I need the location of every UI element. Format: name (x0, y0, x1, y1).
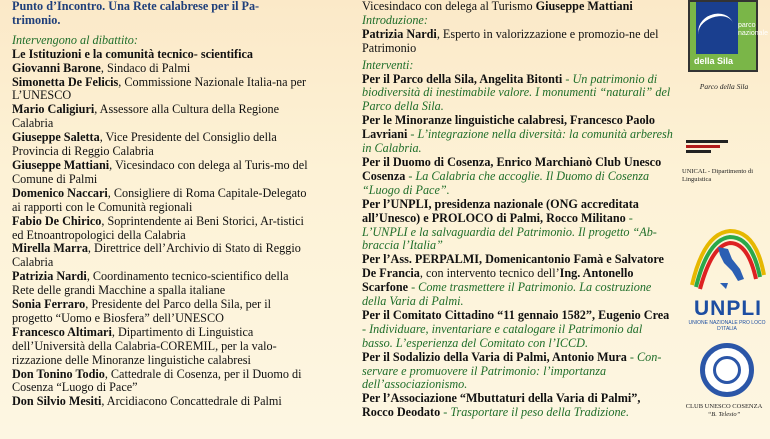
unesco-caption-sub: “B. Telesio” (707, 410, 741, 418)
intervento-item (362, 114, 674, 156)
intervento-speaker: Per il Duomo di Cosenza, Enrico Marchianò Club Unesco Cosenza (362, 154, 662, 183)
middle-column (362, 0, 674, 439)
unesco-fine-print (678, 418, 770, 423)
participant-role: , Direttrice dell’Archivio di Stato di Reggio Calabria (12, 241, 301, 270)
unical-logo (686, 140, 728, 162)
participant-role: , Soprintendente ai Beni Storici, Ar-tistici ed Etnoantropologici della Calabria (12, 213, 304, 242)
participant-entry (12, 159, 312, 187)
participant-entry (12, 48, 312, 62)
participant-role: , Vicesindaco con delega al Turis-mo del Comune di Palmi (12, 157, 308, 186)
intro-name: Patrizia Nardi (362, 26, 437, 41)
participant-entry (12, 215, 312, 243)
intervento-topic: - La Calabria che accoglie. Il Duomo di Cosenza “Luogo di Pace”. (362, 168, 650, 197)
participant-name: Giovanni Barone (12, 60, 101, 75)
club-unesco-logo (700, 343, 754, 397)
intervento-item (362, 73, 674, 115)
interventions-label: Intervengono al dibattito: (12, 32, 138, 47)
heading-line-2: trimonio. (12, 12, 61, 27)
participant-name: Domenico Naccari (12, 185, 108, 200)
participant-name: Mirella Marra (12, 241, 88, 256)
intervento-item (362, 351, 674, 393)
unpli-wordmark: UNPLI (694, 297, 762, 320)
top-line-prefix: Vicesindaco con delega al Turismo (362, 0, 536, 13)
intro-entry (362, 28, 674, 56)
intervento-item (362, 253, 674, 309)
participant-name: Giuseppe Saletta (12, 130, 100, 145)
participant-name: Sonia Ferraro (12, 297, 86, 312)
participant-name: Fabio De Chirico (12, 213, 102, 228)
intervento-topic: - L’integrazione nella diversità: la comunità arberesh in Calabria. (362, 127, 673, 156)
intervento-speaker: Per le Minoranze linguistiche calabresi, Francesco Paolo Lavriani (362, 113, 656, 142)
participant-entry (12, 131, 312, 159)
parco-caption: Parco della Sila (699, 82, 749, 91)
intervento-topic: - L’UNPLI e la salvaguardia del Patrimonio. Il progetto “Ab-braccia l’Italia” (362, 210, 657, 253)
unesco-inner-ring-icon (713, 356, 741, 384)
participant-entry (12, 242, 312, 270)
participant-role: , Vice Presidente del Consiglio della Provincia di Reggio Calabria (12, 130, 277, 159)
left-entries-list (12, 48, 312, 410)
heading-line-1: Punto d’Incontro. Una Rete calabrese per il Pa- (12, 0, 260, 13)
intro-label: Introduzione: (362, 12, 428, 27)
participant-name: Le Istituzioni e la comunità tecnico- scientifica (12, 46, 254, 61)
top-line-name: Giuseppe Mattiani (535, 0, 633, 13)
participant-entry (12, 326, 312, 368)
interventi-label: Interventi: (362, 57, 414, 72)
logos-column (678, 0, 770, 439)
left-column (12, 0, 312, 439)
intervento-speaker-2: Ing. Antonello Scarfone (362, 266, 634, 295)
participant-name: Francesco Altimari (12, 324, 112, 339)
intervento-item (362, 156, 674, 198)
participant-entry (12, 395, 312, 409)
italy-map-icon (684, 225, 770, 297)
intervento-topic: - Un patrimonio di biodiversità di inestimabile valore. I monumenti “naturali” del Parco della Sila. (362, 71, 671, 114)
participant-role: , Arcidiacono Concattedrale di Palmi (101, 394, 282, 409)
participant-name: Giuseppe Mattiani (12, 157, 110, 172)
intervento-speaker: Per l’Ass. PERPALMI, Domenicantonio Famà e Salvatore De Francia (362, 252, 664, 281)
unesco-caption (678, 403, 770, 423)
participant-name: Simonetta De Felicis (12, 74, 119, 89)
participant-role: , Consigliere di Roma Capitale-Delegato ai rapporti con le Comunità regionali (12, 185, 307, 214)
intervento-item (362, 309, 674, 351)
participant-role: , Sindaco di Palmi (100, 60, 191, 75)
unpli-logo (684, 225, 770, 330)
intervento-speaker: Per l’UNPLI, presidenza nazionale (ONG accreditata all’Unesco) e PROLOCO di Palmi, Rocco Militano (362, 196, 639, 225)
participant-entry (12, 187, 312, 215)
parco-logo-text-2: della Sila (694, 56, 734, 66)
unpli-subtitle: UNIONE NAZIONALE PRO LOCO D’ITALIA (688, 320, 766, 332)
participant-entry (12, 270, 312, 298)
participant-role: , Assessore alla Cultura della Regione Calabria (12, 102, 280, 131)
intervento-speaker: Per l’Associazione “Mbuttaturi della Varia di Palmi”, Rocco Deodato (362, 391, 641, 420)
intervento-item (362, 392, 674, 420)
intervento-topic: - Con-servare e promuovere il Patrimonio: l’importanza dell’associazionismo. (362, 349, 662, 392)
intervento-connector: , con intervento tecnico dell’ (419, 266, 560, 281)
participant-entry (12, 103, 312, 131)
interventi-list (362, 73, 674, 421)
intervento-speaker: Per il Sodalizio della Varia di Palmi, Antonio Mura (362, 349, 627, 364)
participant-role: , Dipartimento di Linguistica dell’Università della Calabria-COREMIL, per la valo-rizzazione delle Minoranze linguistiche calabresi (12, 324, 277, 367)
intervento-speaker: Per il Parco della Sila, Angelita Bitonti (362, 71, 563, 86)
participant-role: , Presidente del Parco della Sila, per il progetto “Uomo e Biosfera” dell’UNESCO (12, 297, 272, 325)
participant-role: , Cattedrale di Cosenza, per il Duomo di Cosenza “Luogo di Pace” (12, 366, 302, 395)
intervento-topic: - Come trasmettere il Patrimonio. La costruzione della Varia di Palmi. (362, 280, 652, 309)
participant-role: , Commissione Nazionale Italia-na per L’UNESCO (12, 74, 307, 103)
participant-name: Patrizia Nardi (12, 269, 87, 284)
intro-text: , Esperto in valorizzazione e promozio-ne del Patrimonio (362, 26, 659, 55)
participant-entry (12, 62, 312, 76)
intervento-item (362, 198, 674, 254)
participant-name: Don Tonino Todio (12, 366, 105, 381)
intervento-speaker: Per il Comitato Cittadino “11 gennaio 1582”, Eugenio Crea (362, 307, 670, 322)
participant-entry (12, 298, 312, 326)
top-line (362, 0, 674, 14)
parco-sila-logo (688, 0, 768, 72)
unical-caption: UNICAL - Dipartimento di Linguistica (682, 168, 754, 183)
participant-entry (12, 76, 312, 104)
participant-role: , Coordinamento tecnico-scientifico della Rete delle grandi Macchine a spalla italiane (12, 269, 289, 298)
intervento-topic: - Individuare, inventariare e catalogare il Patrimonio dal basso. L’esperienza del Comitato con l’ICCD. (362, 321, 643, 350)
participant-name: Mario Caligiuri (12, 102, 95, 117)
intervento-topic: - Trasportare il peso della Tradizione. (440, 405, 629, 420)
parco-logo-text: parco nazionale (738, 22, 768, 37)
participant-entry (12, 368, 312, 396)
unesco-caption-title: CLUB UNESCO COSENZA (685, 403, 763, 410)
participant-name: Don Silvio Mesiti (12, 394, 102, 409)
